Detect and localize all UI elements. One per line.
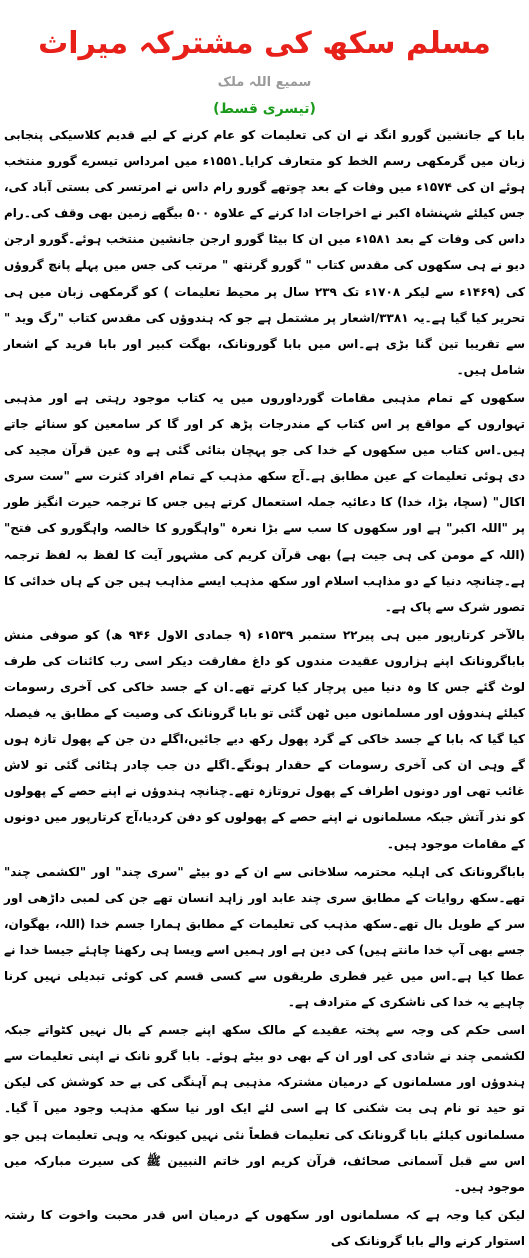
paragraph: بابا کے جانشین گورو انگد نے ان کی تعلیمات کو عام کرنے کے لیے قدیم کلاسیکی پنجابی زبان میں گرمکھی رسم الخط کو متعارف کرایا۔۱۵۵۱ء میں امرداس تیسرے گورو منتخب ہوئے ان کی ۱۵۷۴ء میں وفات کے بعد چوتھے گورو رام داس نے امرتسر کی بستی آباد کی، جس کیلئے شہنشاہ اکبر نے اخراجات ادا کرنے کے علاوہ ۵۰۰ بیگھے زمین بھی وقف کی۔رام داس کی وفات کے بعد ۱۵۸۱ء میں ان کا بیٹا گورو ارجن جانشین منتخب ہوئے۔گورو ارجن دیو نے ہی سکھوں کی مقدس کتاب " گورو گرنتھ " مرتب کی جس میں پہلے پانچ گروؤں کی (۱۴۶۹ء سے لیکر ۱۷۰۸ء تک ۲۳۹ سال پر محیط تعلیمات ) کو گرمکھی زبان میں ہی تحریر کیا گیا ہے۔یہ ۳۳۸۱/اشعار پر مشتمل ہے جو کہ ہندوؤں کی مقدس کتاب "رگ وید " سے تقریبا تین گنا بڑی ہے۔اس میں بابا گورونانک، بھگت کبیر اور بابا فرید کے اشعار شامل ہیں۔ bbox=[4, 128, 526, 377]
paragraph: بالآخر کرتارپور میں ہی پیر۲۲ ستمبر ۱۵۳۹ء (۹ جمادی الاول ۹۴۶ ھ) کو صوفی منش باباگرونانک اپنے ہزاروں عقیدت مندوں کو داغ مفارقت دیکر اسی رب کائنات کی طرف لوٹ گئے جس کا وہ دنیا میں پرچار کیا کرتے تھے۔ان کے جسد خاکی کی آخری رسومات کیلئے ہندوؤں اور مسلمانوں میں ٹھن گئی تو بابا گرونانک کی وصیت کے مطابق یہ فیصلہ کیا گیا کہ بابا کے جسد خاکی کے گرد پھول رکھ دیے جائیں،اگلے دن جن کے پھول تازہ ہوں گے وہی ان کی آخری رسومات کے حقدار ہونگے۔اگلے دن جب چادر ہٹائی گئی تو لاش غائب تھی اور دونوں اطراف کے پھول تروتازہ تھے۔چنانچہ ہندوؤں نے اپنے حصے کے پھولوں کو نذر آتش جبکہ مسلمانوں نے اپنے حصے کے پھولوں کو دفن کردیا،آج کرتارپور میں دونوں کے مقامات موجود ہیں۔ bbox=[4, 627, 526, 851]
paragraph: سکھوں کے تمام مذہبی مقامات گورداوروں میں یہ کتاب موجود رہتی ہے اور مذہبی تہواروں کے مواقع پر اس کتاب کے مندرجات پڑھ کر اور گا کر سامعین کو سنائے جاتے ہیں۔اس کتاب میں سکھوں کے خدا کی جو پہچان بتائی گئی ہے وہ عین قرآن مجید کی دی ہوئی تعلیمات کے عین مطابق ہے۔آج سکھ مذہب کے تمام افراد کثرت سے "ست سری اکال" (سچا، بڑا، خدا) کا دعائیہ جملہ استعمال کرتے ہیں جس کا ترجمہ حیرت انگیز طور پر "اللہ اکبر" ہے اور سکھوں کا سب سے بڑا نعرہ "واہگورو کا خالصہ واہگورو کی فتح" (اللہ کے مومن کی ہی جیت ہے) بھی قرآن کریم کی مشہور آیت کا لفظ بہ لفظ ترجمہ ہے۔چنانچہ دنیا کے دو مذاہب اسلام اور سکھ مذہب ایسے مذاہب ہیں جن کے ہاں خدائی کا تصور شرک سے پاک ہے۔ bbox=[4, 390, 525, 614]
paragraph: لیکن کیا وجہ ہے کہ مسلمانوں اور سکھوں کے درمیان اس قدر محبت واخوت کا رشتہ استوار کرنے والے بابا گرونانک کی bbox=[4, 1207, 525, 1248]
paragraph: باباگرونانک کی اہلیہ محترمہ سلاخانی سے ان کے دو بیٹے "سری چند" اور "لکشمی چند" تھے۔سکھ روایات کے مطابق سری چند عابد اور زاہد انسان تھے جن کی لمبی داڑھی اور سر کے طویل بال تھے۔سکھ مذہب کی تعلیمات کے مطابق ہمارا جسم خدا (اللہ، بھگوان، جسے بھی آپ خدا مانتے ہیں) کی دین ہے اور ہمیں اسے ویسا ہی رکھنا چاہئے جیسا خدا نے عطا کیا ہے۔اس میں غیر فطری طریقوں سے کسی قسم کی کوئی تبدیلی نہیں کرنا چاہیے یہ خدا کی ناشکری کے مترادف ہے۔ bbox=[4, 864, 525, 1010]
paragraph: اسی حکم کی وجہ سے پختہ عقیدے کے مالک سکھ اپنے جسم کے بال نہیں کٹواتے جبکہ لکشمی چند نے شادی کی اور ان کے بھی دو بیٹے ہوئے۔ بابا گرو نانک نے اپنی تعلیمات سے ہندوؤں اور مسلمانوں کے درمیان مشترکہ مذہبی ہم آہنگی کی بے حد کوشش کی لیکن تو حید تو نام ہی بت شکنی کا ہے اسی لئے ایک اور نیا سکھ مذہب وجود میں آ گیا۔مسلمانوں کیلئے بابا گرونانک کی تعلیمات قطعاً نئی نہیں کیونکہ یہ وہی تعلیمات ہیں جو اس سے قبل آسمانی صحائف، قرآن کریم اور خاتم النبیین ﷺ کی سیرت مبارکہ میں موجود ہیں۔ bbox=[4, 1023, 525, 1194]
installment-label: (تیسری قسط) bbox=[213, 101, 316, 117]
author-name: سمیع اللہ ملک bbox=[217, 75, 312, 90]
article-title: مسلم سکھ کی مشترکہ میراث bbox=[38, 26, 491, 61]
article-body bbox=[4, 122, 525, 1254]
